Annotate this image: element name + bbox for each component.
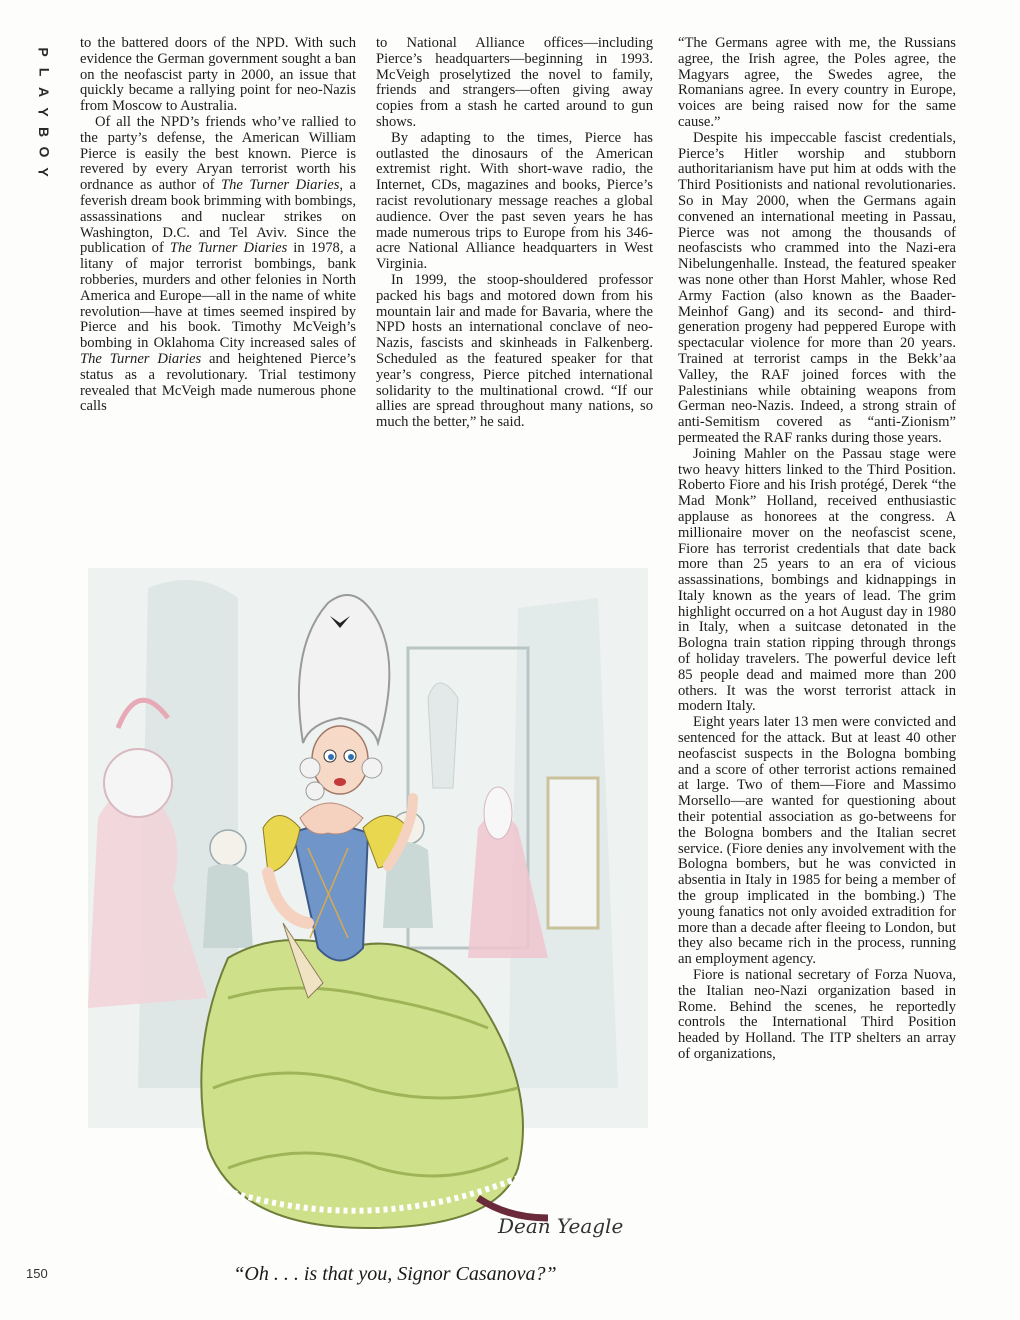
paragraph: In 1999, the stoop-shouldered professor packed his bags and motored down from his mountain lair and made for Bavaria, where the NPD hosts an international conclave of neo-Nazis, fascists and skinheads in Falkenberg. Scheduled as the featured speaker for that year’s congress, Pierce pitched international solidarity to the multinational crowd. “If our allies are spread throughout many nations, so much the better,” he said. xyxy=(376,271,653,431)
paragraph: to the battered doors of the NPD. With such evidence the German government sought a ban on the neofascist party in 2000, an issue that quickly became a rallying point for neo-Nazis from Moscow to Australia. xyxy=(80,35,356,115)
artist-signature: Dean Yeagle xyxy=(498,1214,624,1238)
magazine-letter: A xyxy=(36,86,52,98)
paragraph: Eight years later 13 men were convicted and sentenced for the attack. But at least 40 other neofascist suspects in the Bologna bombing and a score of other terrorist actions remained at large. Two of them—Fiore and Massimo Morsello—are wanted for questioning about their potential association as go-betweens for the Bologna bombers and the Italian secret service. (Fiore denies any involvement with the Bologna bombers, but he was convicted in absentia in Italy in 1985 for being a member of the group implicated in the bombing.) The young fanatics not only avoided extradition for more than a decade after fleeing to London, but they also became rich in the process, running an employment agency. xyxy=(678,714,956,968)
magazine-letter: B xyxy=(36,126,52,138)
article-column-1 xyxy=(80,36,356,415)
paragraph: Fiore is national secretary of Forza Nuova, the Italian neo-Nazi organization based in Rome. Behind the scenes, he reportedly controls the International Third Position headed by Holland. The ITP shelters an array of organizations, xyxy=(678,967,956,1062)
cartoon-caption: “Oh . . . is that you, Signor Casanova?” xyxy=(233,1263,557,1285)
magazine-name-vertical xyxy=(30,42,56,182)
article-column-3 xyxy=(678,36,956,1063)
paragraph: Of all the NPD’s friends who’ve rallied to the party’s defense, the American William Pierce is easily the best known. Pierce is revered by every Aryan terrorist worth his ordnance as author of The Turner Diaries, a feverish dream book brimming with bombings, assassinations and nuclear strikes on Washington, D.C. and Tel Aviv. Since the publication of The Turner Diaries in 1978, a litany of major terrorist bombings, bank robberies, murders and other felonies in North America and Europe—all in the name of white revolution—have at times seemed inspired by Pierce and his book. Timothy McVeigh’s bombing in Oklahoma City increased sales of The Turner Diaries and heightened Pierce’s status as a revolutionary. Trial testimony revealed that McVeigh made numerous phone calls xyxy=(80,113,356,415)
magazine-letter: Y xyxy=(36,167,52,177)
magazine-letter: L xyxy=(36,67,52,77)
magazine-letter: O xyxy=(35,146,52,158)
article-column-2 xyxy=(376,36,653,431)
paragraph: “The Germans agree with me, the Russians agree, the Irish agree, the Poles agree, the Magyars agree, the Swedes agree, the Romanians agree. In every country in Europe, voices are being raised now for the same cause.” xyxy=(678,35,956,130)
magazine-letter: Y xyxy=(36,107,52,117)
paragraph: Joining Mahler on the Passau stage were two heavy hitters linked to the Third Position. Roberto Fiore and his Irish protégé, Derek “the Mad Monk” Holland, received enthusiastic applause as honorees at the congress. A millionaire mover on the neofascist scene, Fiore has terrorist credentials that date back more than 25 years to an era of vicious assassinations, bombings and kidnappings in Italy known as the years of lead. The grim highlight occurred on a hot August day in 1980 in Italy, when a suitcase detonated in the Bologna train station ripping through throngs of holiday travelers. The powerful device left 85 people dead and maimed more than 200 others. It was the worst terrorist attack in modern Italy. xyxy=(678,445,956,715)
paragraph: to National Alliance offices—including Pierce’s headquarters—beginning in 1993. McVeigh proselytized the novel to family, friends and strangers—often giving away copies from a stash he carted around to gun shows. xyxy=(376,35,653,130)
paragraph: By adapting to the times, Pierce has outlasted the dinosaurs of the American extremist right. With short-wave radio, the Internet, CDs, magazines and books, Pierce’s racist revolutionary message reaches a global audience. Over the past seven years he has made numerous trips to Europe from his 346-acre National Alliance headquarters in West Virginia. xyxy=(376,129,653,273)
paragraph: Despite his impeccable fascist credentials, Pierce’s Hitler worship and stubborn authoritarianism have put him at odds with the Third Positionists and national revolutionaries. So in May 2000, when the Germans again convened an international meeting in Passau, Pierce was not among the thousands of neofascists who crammed into the Nazi-era Nibelungenhalle. Instead, the featured speaker was none other than Horst Mahler, whose Red Army Faction (also known as the Baader-Meinhof Gang) and its second- and third-generation progeny had peppered Europe with spectacular violence for more than 20 years. Trained at terrorist camps in the Bekk’aa Valley, the RAF joined forces with the Palestinians while obtaining weapons from German neo-Nazis. Indeed, a strong strain of anti-Semitism covered as “anti-Zionism” permeated the RAF ranks during those years. xyxy=(678,129,956,446)
page-number: 150 xyxy=(26,1266,48,1281)
cartoon-illustration xyxy=(78,528,658,1248)
magazine-letter: P xyxy=(36,47,52,57)
